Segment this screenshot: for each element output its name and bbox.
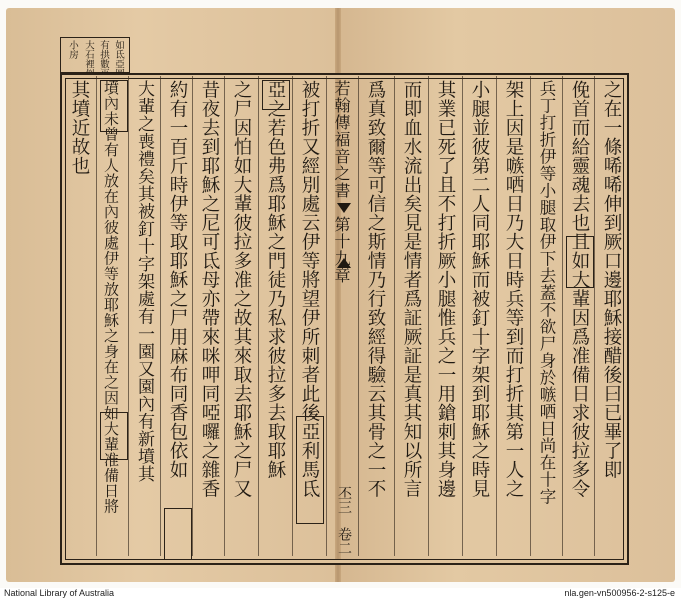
text-column-right-2: 俛首而給靈魂去也且如大輩因爲准備日求彼拉多令 [569, 80, 590, 498]
text-column-right-3: 兵丁打折伊等小腿取伊下去蓋不欲尸身於嗾哂日尚在十字 [537, 80, 556, 505]
text-column-left-2: 亞之若色弗爲耶穌之門徒乃私求彼拉多去取耶穌 [265, 80, 286, 479]
name-box-marker [100, 412, 128, 460]
name-box-marker [566, 236, 594, 288]
name-box-marker [164, 508, 192, 560]
fish-tail-mark [337, 203, 351, 213]
headnote-box [60, 37, 130, 78]
image-identifier: nla.gen-vn500956-2-s125-e [564, 588, 675, 598]
text-column-right-7: 而即血水流出矣見是情者爲証厥証是真其知以所言 [401, 80, 422, 498]
headnote-line: 如氐亞圖 [113, 40, 124, 78]
book-title-strip: 若翰傳福音之書 [332, 80, 351, 199]
text-column-left-7: 墳內未曾有人放在內彼處伊等放耶穌之身在之因如大輩准備日將 [102, 80, 120, 514]
text-column-left-6: 大輩之喪禮矣其被釘十字架處有一園又園內有新墳其 [134, 80, 154, 483]
text-column-left-8: 其墳近故也 [69, 80, 90, 175]
name-box-marker [296, 416, 324, 524]
text-column-left-5: 約有一百斤時伊等取耶穌之尸用麻布同香包依如 [167, 80, 188, 479]
text-column-right-4: 架上因是嗾哂日乃大日時兵等到而打折其第一人之 [503, 80, 524, 498]
headnote-line: 小房 [67, 40, 78, 59]
text-column-right-8: 爲真致爾等可信之斯情乃行致經得驗云其骨之一不 [365, 80, 386, 498]
name-box-marker [262, 80, 290, 110]
text-column-right-6: 其業已死了且不打折厥小腿惟兵之一用鎗刺其身邊 [435, 80, 456, 498]
text-column-left-3: 之尸因怕如大輩彼拉多准之故其來取去耶穌之尸又 [231, 80, 252, 498]
text-column-right-5: 小腿並彼第二人同耶穌而被釘十字架到耶穌之時見 [469, 80, 490, 498]
text-column-right-1: 之在一條唏唏伸到厥口邊耶穌接醋後曰已畢了即 [601, 80, 622, 479]
folio-number: 丕三 [336, 486, 352, 514]
volume-label: 卷二 [336, 527, 352, 555]
fish-tail-mark [337, 258, 351, 268]
headnote-line: 有拱數巫 [98, 40, 109, 78]
headnote-line: 大石裡似 [83, 40, 94, 78]
text-column-left-4: 昔夜去到耶穌之尼可氐母亦帶來咪呷同啞囉之雜香 [199, 80, 220, 498]
library-credit: National Library of Australia [4, 588, 115, 598]
name-box-marker [100, 80, 128, 132]
chapter-label: 第十九章 [332, 216, 351, 284]
text-column-left-1: 被打折又經別處云伊等將望伊所刺者此後亞利馬氐 [299, 80, 320, 498]
